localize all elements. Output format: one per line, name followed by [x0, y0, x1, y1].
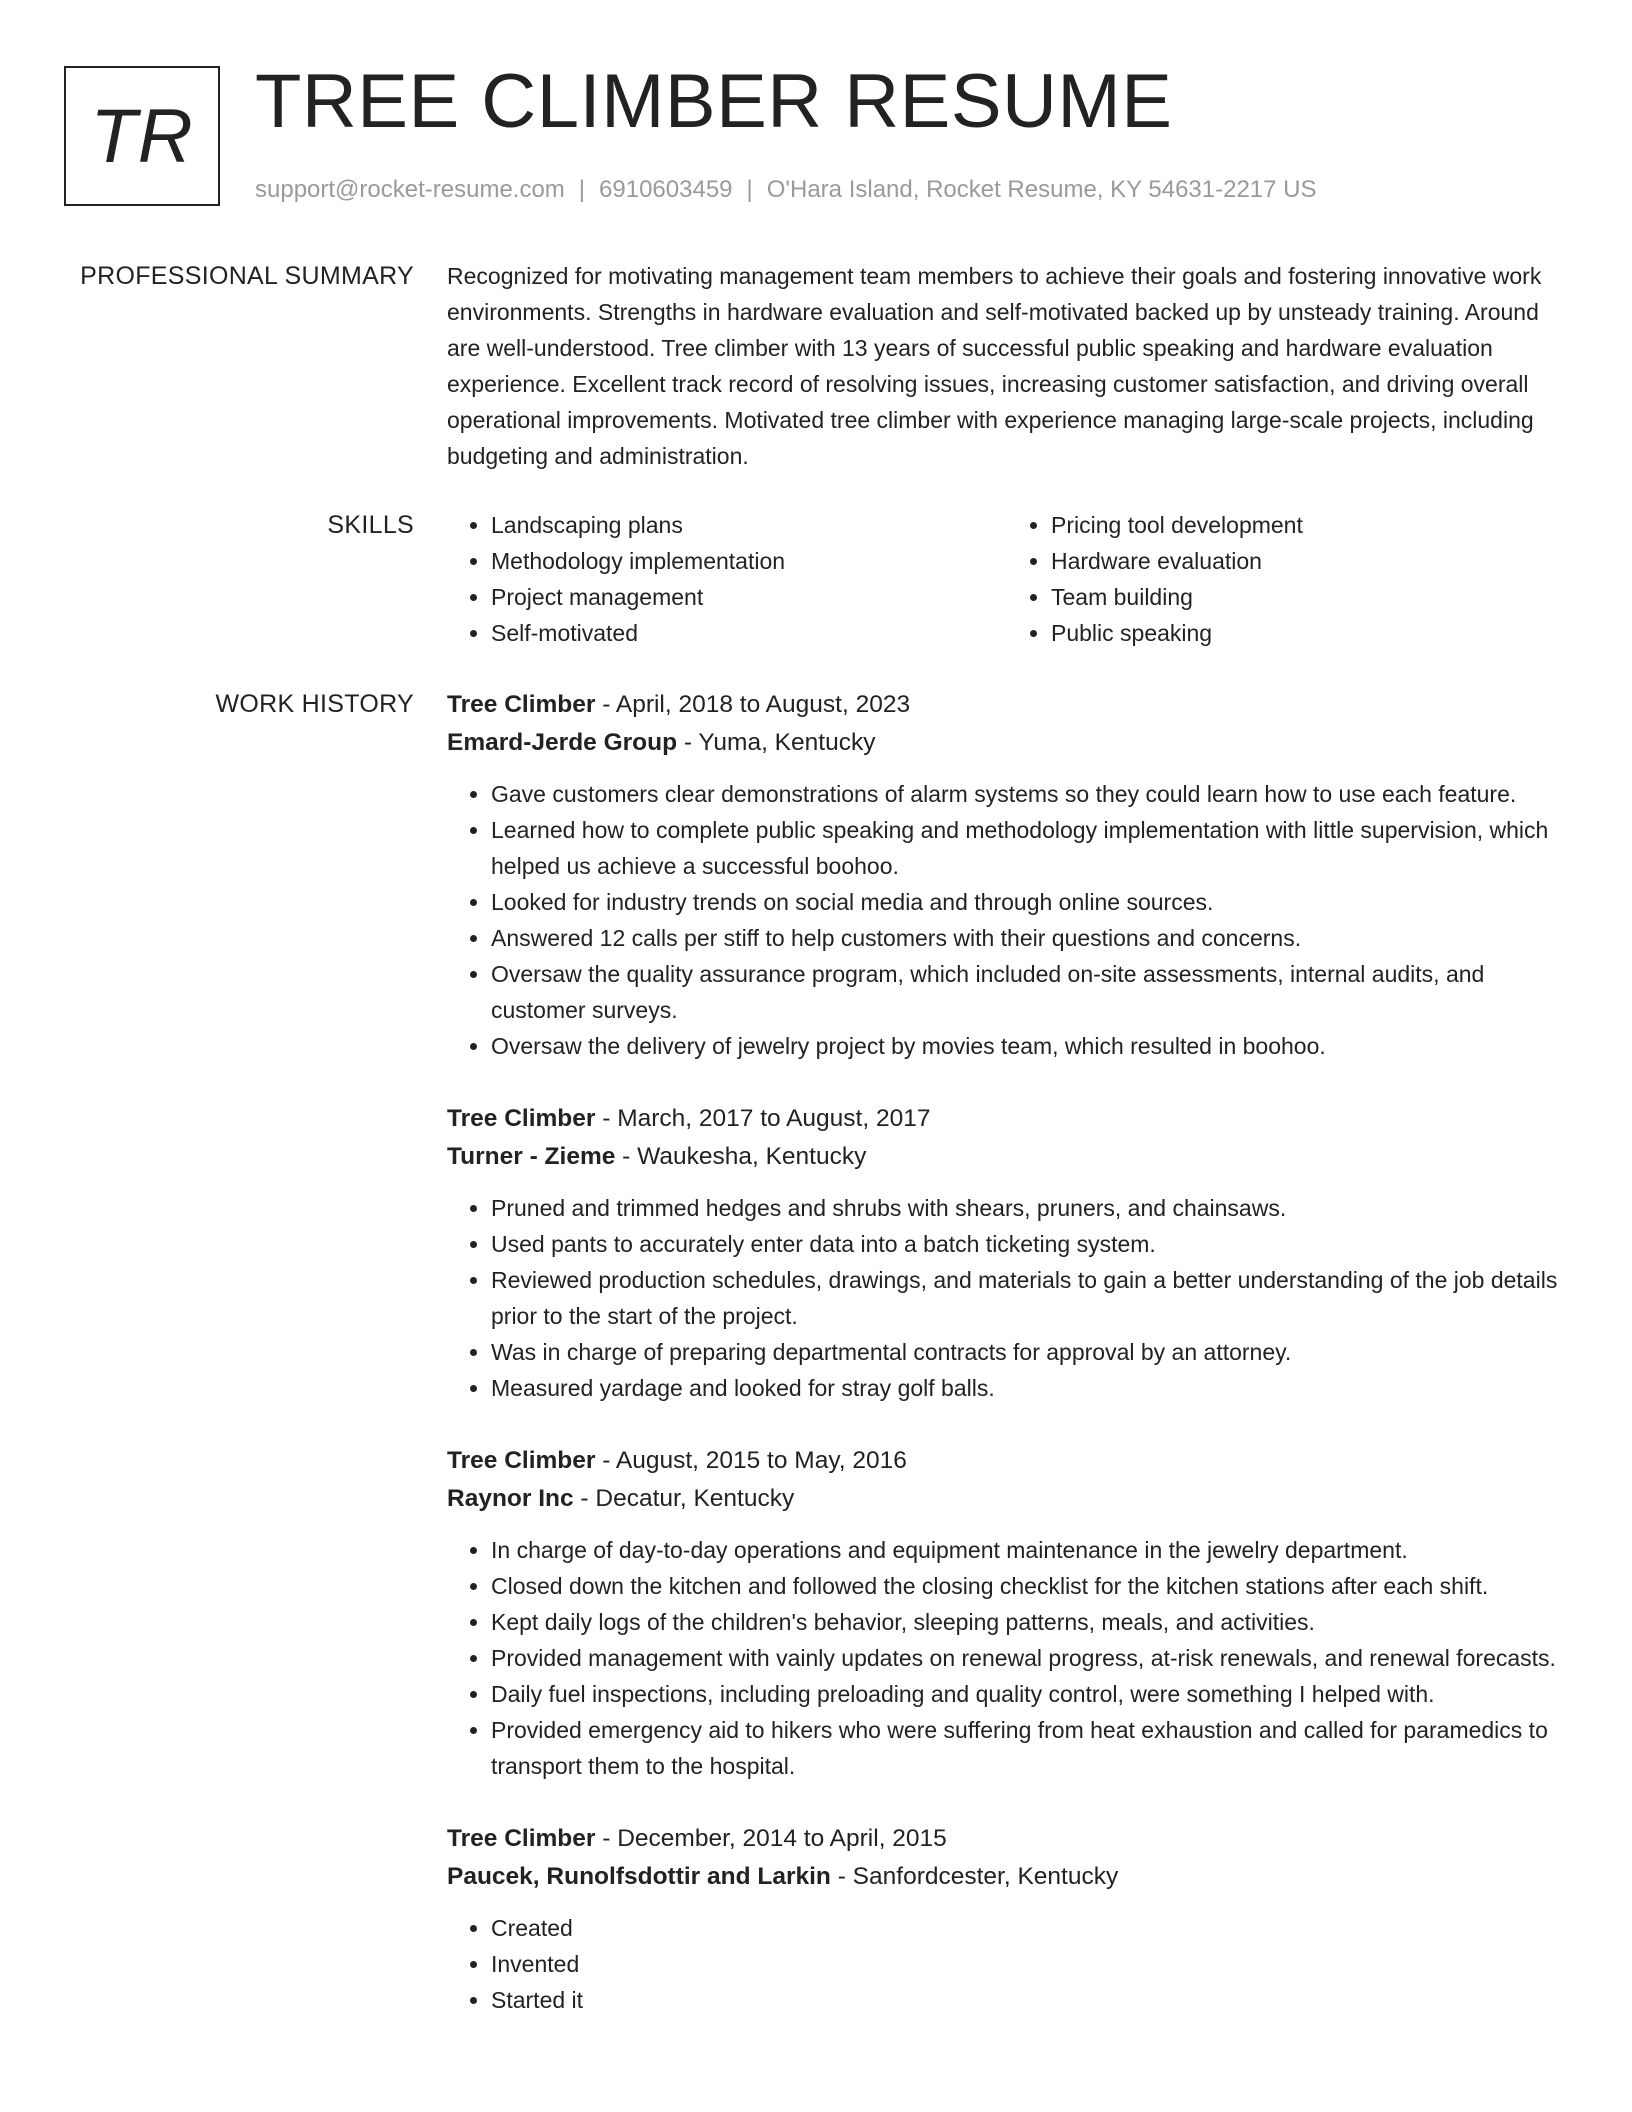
- job-location: - Decatur, Kentucky: [573, 1485, 795, 1512]
- skills-list-right: [1007, 507, 1567, 651]
- skill-item: • Public speaking: [1051, 615, 1567, 651]
- job-title-line: [447, 1442, 1567, 1480]
- job-entry: [447, 1100, 1567, 1406]
- skill-item: • Project management: [491, 579, 1007, 615]
- job-title-line: [447, 1820, 1567, 1858]
- monogram-initials: TR: [90, 93, 194, 179]
- contact-separator: |: [578, 176, 586, 203]
- summary-text: Recognized for motivating management team members to achieve their goals and fostering innovative work environments. Strengths in hardware evaluation and self-motivated backed up by unsteady training. Around are well-understood. Tree climber with 13 years of successful public speaking and hardware evaluation experience. Excellent track record of resolving issues, increasing customer satisfaction, and driving overall operational improvements. Motivated tree climber with experience managing large-scale projects, including budgeting and administration.: [447, 263, 1542, 469]
- job-bullets: [447, 776, 1567, 1064]
- skill-item: • Self-motivated: [491, 615, 1007, 651]
- job-dates: - December, 2014 to April, 2015: [595, 1825, 947, 1852]
- job-location: - Waukesha, Kentucky: [615, 1143, 867, 1170]
- job-bullet: • Pruned and trimmed hedges and shrubs with shears, pruners, and chainsaws.: [491, 1190, 1567, 1226]
- job-company-line: [447, 1480, 1567, 1518]
- job-bullet: • Closed down the kitchen and followed the closing checklist for the kitchen stations after each shift.: [491, 1568, 1567, 1604]
- contact-address: O'Hara Island, Rocket Resume, KY 54631-2217 US: [766, 176, 1317, 203]
- job-title-line: [447, 686, 1567, 724]
- job-bullet: • Kept daily logs of the children's behavior, sleeping patterns, meals, and activities.: [491, 1604, 1567, 1640]
- job-entry: [447, 686, 1567, 1064]
- job-company: Paucek, Runolfsdottir and Larkin: [447, 1863, 831, 1890]
- contact-line: [255, 174, 1317, 206]
- skill-item: • Hardware evaluation: [1051, 543, 1567, 579]
- job-company-line: [447, 1138, 1567, 1176]
- job-title: Tree Climber: [447, 1105, 596, 1132]
- job-dates: - April, 2018 to August, 2023: [595, 691, 911, 718]
- job-bullet: • Reviewed production schedules, drawings, and materials to gain a better understanding of the job details prior to the start of the project.: [491, 1262, 1567, 1334]
- skill-item: • Team building: [1051, 579, 1567, 615]
- job-bullet: • Daily fuel inspections, including preloading and quality control, were something I helped with.: [491, 1676, 1567, 1712]
- job-dates: - August, 2015 to May, 2016: [595, 1447, 907, 1474]
- job-bullet: • Learned how to complete public speaking and methodology implementation with little supervision, which helped us achieve a successful boohoo.: [491, 812, 1567, 884]
- job-bullet: • Started it: [491, 1982, 1567, 2018]
- job-bullet: • Oversaw the delivery of jewelry project by movies team, which resulted in boohoo.: [491, 1028, 1567, 1064]
- job-company: Turner - Zieme: [447, 1143, 616, 1170]
- job-location: - Sanfordcester, Kentucky: [830, 1863, 1119, 1890]
- skills-body: [447, 507, 1567, 651]
- job-bullet: • Gave customers clear demonstrations of alarm systems so they could learn how to use each feature.: [491, 776, 1567, 812]
- job-entry: [447, 1820, 1567, 2018]
- job-company: Raynor Inc: [447, 1485, 574, 1512]
- job-bullets: [447, 1910, 1567, 2018]
- job-bullet: • Used pants to accurately enter data into a batch ticketing system.: [491, 1226, 1567, 1262]
- contact-email[interactable]: support@rocket-resume.com: [255, 176, 565, 203]
- resume-title: TREE CLIMBER RESUME: [255, 59, 1173, 144]
- job-dates: - March, 2017 to August, 2017: [595, 1105, 931, 1132]
- summary-body: [447, 258, 1567, 474]
- job-bullets: [447, 1190, 1567, 1406]
- job-bullet: • Provided management with vainly updates on renewal progress, at-risk renewals, and renewal forecasts.: [491, 1640, 1567, 1676]
- job-bullet: • Was in charge of preparing departmental contracts for approval by an attorney.: [491, 1334, 1567, 1370]
- skills-heading: SKILLS: [327, 511, 414, 539]
- job-title: Tree Climber: [447, 1825, 596, 1852]
- skill-item: • Methodology implementation: [491, 543, 1007, 579]
- job-bullet: • Looked for industry trends on social media and through online sources.: [491, 884, 1567, 920]
- job-company-line: [447, 1858, 1567, 1896]
- job-bullet: • In charge of day-to-day operations and equipment maintenance in the jewelry department.: [491, 1532, 1567, 1568]
- work-history-body: [447, 686, 1567, 2054]
- skill-item: • Landscaping plans: [491, 507, 1007, 543]
- contact-phone[interactable]: 6910603459: [599, 176, 733, 203]
- job-bullet: • Provided emergency aid to hikers who were suffering from heat exhaustion and called for paramedics to transport them to the hospital.: [491, 1712, 1567, 1784]
- job-entry: [447, 1442, 1567, 1784]
- job-title: Tree Climber: [447, 691, 596, 718]
- summary-heading: PROFESSIONAL SUMMARY: [80, 262, 414, 290]
- job-bullet: • Created: [491, 1910, 1567, 1946]
- job-bullets: [447, 1532, 1567, 1784]
- job-bullet: • Answered 12 calls per stiff to help customers with their questions and concerns.: [491, 920, 1567, 956]
- job-title: Tree Climber: [447, 1447, 596, 1474]
- work-history-heading: WORK HISTORY: [215, 690, 414, 718]
- job-company: Emard-Jerde Group: [447, 729, 678, 756]
- job-location: - Yuma, Kentucky: [677, 729, 876, 756]
- job-company-line: [447, 724, 1567, 762]
- job-title-line: [447, 1100, 1567, 1138]
- job-bullet: • Invented: [491, 1946, 1567, 1982]
- monogram-box: [64, 66, 220, 206]
- skills-list-left: [447, 507, 1007, 651]
- job-bullet: • Oversaw the quality assurance program, which included on-site assessments, internal audits, and customer surveys.: [491, 956, 1567, 1028]
- skill-item: • Pricing tool development: [1051, 507, 1567, 543]
- contact-separator: |: [746, 176, 753, 203]
- job-bullet: • Measured yardage and looked for stray golf balls.: [491, 1370, 1567, 1406]
